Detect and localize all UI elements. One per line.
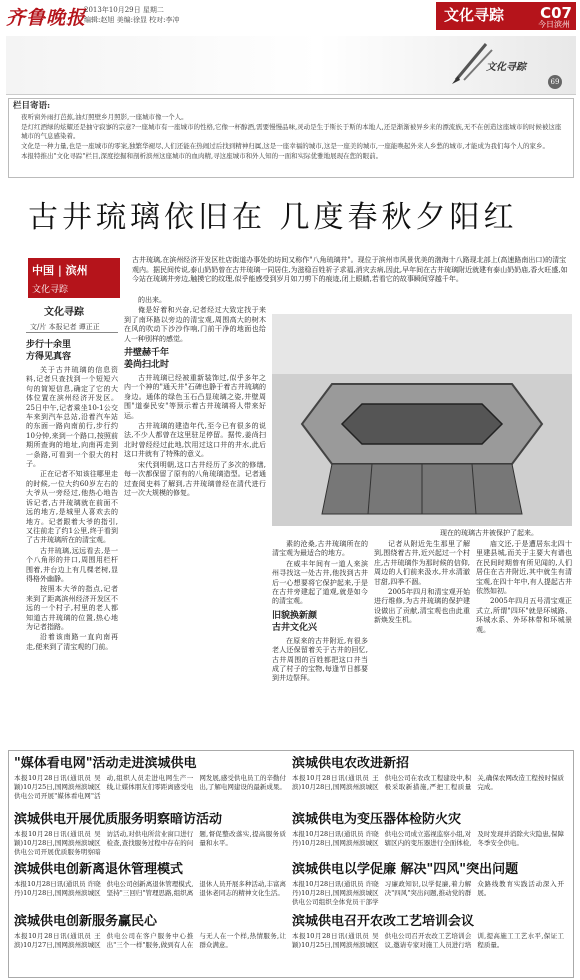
masthead (0, 0, 580, 32)
article-paragraph: 的出来。 (138, 296, 166, 304)
news-brief-body: 本报10月28日讯(通讯员 许晓丹)10月28日,国网滨州滨城区供电公司成立巡视监察小组,对辖区内的变压器进行全面体检,及时发现并消除火灾隐患,保障冬季安全供电。 (292, 830, 564, 848)
news-brief (14, 756, 286, 808)
editor-note-line: 本报特推出"文化寻踪"栏目,深度挖掘和剖析滨州这座城市的血肉精,寻这座城市和外人知的一面和实际优雅地展现在您的眼前。 (21, 152, 383, 160)
article-column-4 (374, 540, 470, 744)
photo-caption: 现在的琉璃古井被保护了起来。 (440, 529, 538, 537)
news-brief-body: 本报10月28日讯(通讯员 王滨)10月27日,国网滨州滨城区供电公司在客户服务中心推出"三个一样"服务,做到有人在与无人在一个样,热情服务,让群众满意。 (14, 932, 286, 950)
news-brief-title: 滨城供电以学促廉 解决"四风"突出问题 (292, 862, 519, 877)
article-paragraph: 宋代到明朝,这口古井经历了多次的修缮,每一次都保留了原有的八角琉璃造型。记者通过查阅史料了解到,古井琉璃曾经在清代进行过一次大规模的修复。 (124, 460, 266, 497)
news-brief (292, 862, 564, 914)
news-brief (14, 862, 286, 914)
article-paragraph: 素的沧桑,古井琉璃所在的清宝观为最适合的地方。 (272, 540, 368, 558)
news-brief-title: "媒体看电网"活动走进滨城供电 (14, 756, 197, 771)
editor-note-line: 文化是一种力量,也是一座城市的零案,独繁华褪尽,人们还能在热闹过后找到精神归属,这是一座幸福的城市,这是一座美的城市,一座能唤起外来人乡愁的城市,才能成为我们每个人的家乡。 (21, 142, 549, 150)
column-tag-line2: 文化寻踪 (32, 285, 69, 295)
article-paragraph: 沿着该南路一直向南再走,便来到了清宝观的门前。 (26, 633, 118, 651)
banner-stamp: 文化寻踪 (486, 62, 526, 73)
column-subtag: 文化寻踪 (44, 307, 84, 318)
article-paragraph: 古井琉璃已经被重新装饰过,似乎多年之内一个神的"通天井"石碑也静于着古井琉璃的身边。通体的绿色玉石凸显琉璃之姿,井壁周围"道泰民安"等预示着古井琉璃将人带来好运。 (124, 374, 266, 420)
article-paragraph: 俺是好着和兴奋,记者经过大致定找于来到了南环路以旁边的清宝观,周围高大的树木在风的吹动下沙沙作响,门前干净的地面也给人一种别样的感觉。 (124, 306, 266, 343)
article-paragraph: 按照本大爷的指点,记者来到了距离滨州经济开发区不远的一个村子,村里的老人都知道古井琉璃的位置,热心地为记者指路。 (26, 585, 118, 631)
page-number: C07 (540, 4, 572, 22)
news-brief-title: 滨城供电创新服务赢民心 (14, 914, 158, 929)
section-subheading: 井壁赫千年 姜尚扫北时 (124, 348, 170, 371)
article-paragraph: 记者从附近先生那里了解到,围绕着古井,近兴起过一个村庄,古井琉璃作为那时候的信仰,周边的人们前来汲水,井水清澈甘甜,四季不涸。 (374, 540, 470, 586)
article-paragraph: 正在记者不知该往哪里走的时候,一位大约60岁左右的大爷从一旁经过,他热心地告诉记者,古井琉璃就在前面不远的地方,是城里人喜欢去的地方。记者跟着大爷的指引,又往前走了约1公里,终于看到了古井琉璃所在的清宝观。 (26, 470, 118, 545)
article-headline: 古井琉璃依旧在 几度春秋夕阳红 (28, 200, 518, 235)
article-column-5 (476, 540, 572, 744)
editor-credits: 编辑:赵旭 美编:徐显 校对:李冲 (84, 16, 180, 24)
masthead-meta (84, 5, 180, 25)
news-brief-title: 滨城供电创新离退休管理模式 (14, 862, 184, 877)
news-brief-body: 本报10月28日讯(通讯员 吴颖)10月25日,国网滨州滨城区供电公司召开农改工艺培训会议,邀请专家对施工人员进行培训,提高施工工艺水平,保证工程质量。 (292, 932, 564, 950)
section-subheading: 旧貌换新颜 古井文化兴 (272, 610, 318, 633)
subsection-name: 今日滨州 (538, 20, 570, 29)
news-brief-body: 本报10月28日讯(通讯员 王滨)10月28日,国网滨州滨城区供电公司在农改工程建设中,积极采取新措施,严把工程质量关,确保农网改造工程按时保质完成。 (292, 774, 564, 792)
editor-note-heading: 栏目寄语: (13, 101, 51, 111)
news-brief-title: 滨城供电召开农改工艺培训会议 (292, 914, 475, 929)
news-brief (292, 914, 564, 966)
news-brief (292, 812, 564, 864)
editor-note-body (21, 113, 566, 162)
byline-rule (26, 332, 118, 333)
article-paragraph: 2005年四月和清宝观开始进行维修,为古井琉璃的保护建设做出了贡献,清宝观也由此重新焕发生机。 (374, 588, 470, 625)
well-photo (272, 314, 572, 526)
article-paragraph: 2005年四月五号清宝观正式立,所谓"四环"就是环城路、环城水系、外环林带和环城景观。 (476, 597, 572, 634)
column-tag-line1: 中国 | 滨州 (32, 264, 88, 277)
section-subheading: 步行十余里 方得见真容 (26, 340, 72, 362)
news-brief-body: 本报10月28日讯(通讯员 吴颖)10月28日,国网滨州滨城区供电公司开展优质服务明察暗访活动,对供电所营业窗口进行检查,查找服务过程中存在的问题,督促整改落实,提高服务质量和水平。 (14, 830, 286, 857)
news-brief-title: 滨城供电农改进新招 (292, 756, 410, 771)
news-brief-title: 滨城供电为变压器体检防火灾 (292, 812, 462, 827)
news-brief-body: 本报10月28日讯(通讯员 许晓丹)10月28日,国网滨州滨城区供电公司创新离退休管理模式,坚持"三回归"管理思路,组织离退休人员开展多种活动,丰富离退休老同志的精神文化生活。 (14, 880, 286, 898)
article-paragraph: 庙文还,于是遭居东北四十里建县城,而关于主要大有谱也在民间时期曾有所见闻的,人们居住在古井附近,其中就生有清宝观,在四十年中,有人提起古井依然如初。 (476, 540, 572, 596)
section-name: 文化寻踪 (444, 6, 505, 24)
article-paragraph: 在威丰年间有一道人来滨州寻找这一处古井,他找到古井后一心想要将它保护起来,于是在古井旁建起了道观,就是如今的清宝观。 (272, 559, 368, 606)
news-brief-body: 本报10月28日讯(通讯员 吴颖)10月25日,国网滨州滨城区供电公司开展"媒体看电网"活动,组织人员走进电网生产一线,让媒体朋友们零距离感受电网发展,感受供电员工的辛勤付出,了解电网建设的最新成果。 (14, 774, 286, 801)
newspaper-logo: 齐鲁晚报 (6, 7, 87, 29)
article-paragraph: 古井琉璃的建造年代,至今已有很多的说法,不少人都曾在这里驻足停留。据传,姜尚扫北时曾经经过此地,饮用过这口井的井水,此后这口井就有了特殊的意义。 (124, 422, 266, 459)
article-paragraph: 在原来的古井附近,有很多老人还保留着关于古井的回忆,古井周围的百姓都把这口井当成了村子的宝物,每逢节日都要到井边祭拜。 (272, 636, 368, 683)
article-column-2 (124, 296, 266, 744)
news-brief (14, 812, 286, 864)
editor-note-box (8, 98, 574, 178)
article-lead: 古井琉璃,在滨州经济开发区杜店街道办事处的坊间又称作"八角琉璃井"。现位于滨州市风景优美的渤海十八路现北部上(高速路南出口)的清宝观内。据民间传说,泰山奶奶曾在古井琉璃一同居住,为滋稳百姓祈子求福,消灾去病,因此,早年间在古井琉璃附近就建有泰山奶奶庙,香火旺盛,如今站在琉璃井旁边,触摸它的纹理,似乎能感受到岁月如刀剪下的痕迹,闭上眼睛,若看它的故事瞬间穿越千年。 (132, 256, 568, 283)
news-brief (14, 914, 286, 966)
article-paragraph: 古井琉璃,远远看去,是一个八角形的井口,周围用栏杆围着,井台边上有几棵老树,显得格外幽静。 (26, 546, 118, 583)
banner-number: 69 (548, 75, 562, 89)
article-column-1 (26, 336, 118, 744)
article-column-3 (272, 540, 368, 744)
news-brief (292, 756, 564, 808)
news-brief-body: 本报10月28日讯(通讯员 许晓丹)10月28日,国网滨州滨城区供电公司组织全体党员干部学习廉政知识,以学促廉,着力解决"四风"突出问题,推动党的群众路线教育实践活动深入开展。 (292, 880, 564, 907)
article-byline: 文/片 本报记者 谭正正 (30, 323, 100, 331)
section-badge (436, 2, 576, 30)
issue-date: 2013年10月29日 星期二 (84, 6, 164, 14)
octagonal-well-image (272, 314, 572, 526)
editor-note-line: 夜听窗外雨打芭蕉,油灯照壁乡月照影,一座城市像一个人。 (21, 113, 188, 121)
article-paragraph: 关于古井琉璃的信息资料,记者只查找到一个短短六句的简短信息,确定了它的大体位置在滨州经济开发区。25日中午,记者乘坐10-1公交车来到汽车总站,沿着汽车站的东面一路向南前行,步行约10分钟,来到一个路口,按照前期所查询的地址,向南再走到一条路,可看到一个很大的村子。 (26, 366, 118, 469)
editor-note-line: 是灯红酒绿的炫耀还是抽守寂寥的宗意?一座城市有一座城市的性格,它像一杯醇酒,需要慢慢品味,灵动是生于斯长于斯的本地人,还是渐渐被异乡来的漂流族,无不在创造这座城市的时候被这座城市的气息感染着。 (21, 123, 562, 140)
news-brief-title: 滨城供电开展优质服务明察暗访活动 (14, 812, 223, 827)
column-tag (28, 258, 120, 298)
